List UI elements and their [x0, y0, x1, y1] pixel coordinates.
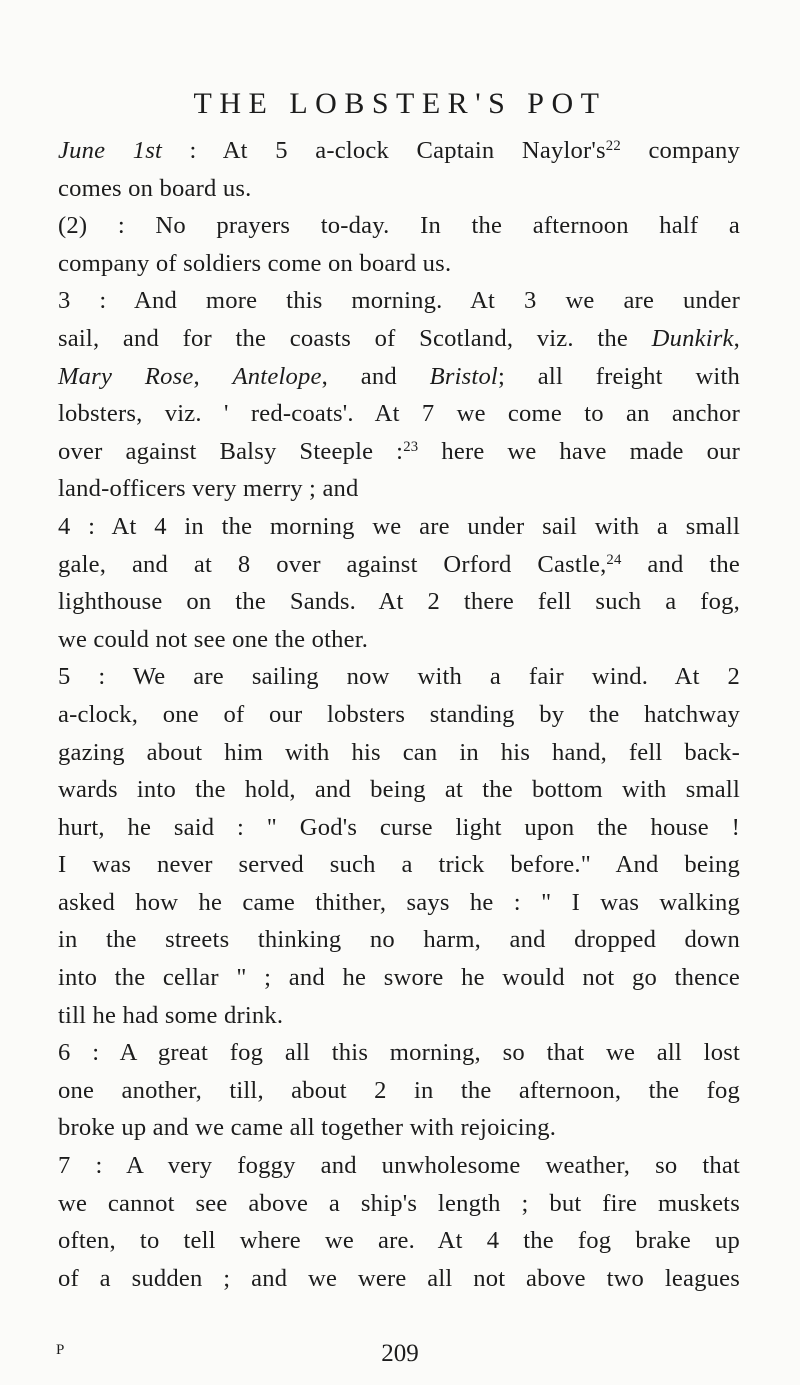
- text-line: hurt, he said : " God's curse light upon the house !: [58, 813, 740, 841]
- page-footer: [0, 1340, 800, 1380]
- text-line: sail, and for the coasts of Scotland, viz. the Dunkirk,: [58, 324, 740, 352]
- text-line: often, to tell where we are. At 4 the fog brake up: [58, 1227, 740, 1255]
- text-line: 7 : A very foggy and unwholesome weather, so that: [58, 1152, 740, 1180]
- text-line: company of soldiers come on board us.: [58, 249, 452, 277]
- text-line: 3 : And more this morning. At 3 we are under: [58, 287, 740, 315]
- text-line: wards into the hold, and being at the bottom with small: [58, 776, 740, 804]
- text-line: 4 : At 4 in the morning we are under sail with a small: [58, 512, 740, 540]
- text-line: in the streets thinking no harm, and dropped down: [58, 926, 740, 954]
- text-line: one another, till, about 2 in the afternoon, the fog: [58, 1076, 740, 1104]
- text-line: gazing about him with his can in his hand, fell back-: [58, 738, 740, 766]
- text-line: I was never served such a trick before." And being: [58, 851, 740, 879]
- text-line: June 1st : At 5 a-clock Captain $Naylor's^{22}$ company: [58, 137, 740, 164]
- text-line: into the cellar " ; and he swore he would not go thence: [58, 964, 740, 992]
- text-line: comes on board us.: [58, 174, 252, 202]
- text-line: of a sudden ; and we were all not above two leagues: [58, 1264, 740, 1292]
- text-line: over against Balsy Steeple :$^{23}$ here we have made our: [58, 437, 740, 465]
- text-line: 6 : A great fog all this morning, so that we all lost: [58, 1039, 740, 1067]
- text-line: broke up and we came all together with rejoicing.: [58, 1114, 557, 1142]
- running-header: THE LOBSTER'S POT: [193, 87, 607, 120]
- text-line: we could not see one the other.: [58, 625, 369, 653]
- text-line: 5 : We are sailing now with a fair wind. At 2: [58, 663, 740, 691]
- text-line: we cannot see above a ship's length ; but fire muskets: [58, 1189, 740, 1217]
- text-line: gale, and at 8 over against Orford Castle,$^{24}$ and the: [58, 550, 741, 578]
- text-line: (2) : No prayers to-day. In the afternoon half a: [58, 212, 740, 240]
- text-line: land-officers very merry ; and: [58, 475, 359, 503]
- text-line: asked how he came thither, says he : " I was walking: [58, 888, 740, 916]
- text-line: lighthouse on the Sands. At 2 there fell such a fog,: [58, 588, 740, 616]
- page-number: 209: [381, 1340, 419, 1367]
- text-line: Mary Rose, Antelope, and Bristol; all freight with: [58, 362, 740, 390]
- text-line: till he had some drink.: [58, 1001, 284, 1029]
- text-line: lobsters, viz. ' red-coats'. At 7 we come to an anchor: [58, 400, 740, 428]
- signature-mark: P: [56, 1342, 65, 1358]
- diary-entries: [58, 132, 740, 1297]
- text-line: a-clock, one of our lobsters standing by the hatchway: [58, 700, 740, 728]
